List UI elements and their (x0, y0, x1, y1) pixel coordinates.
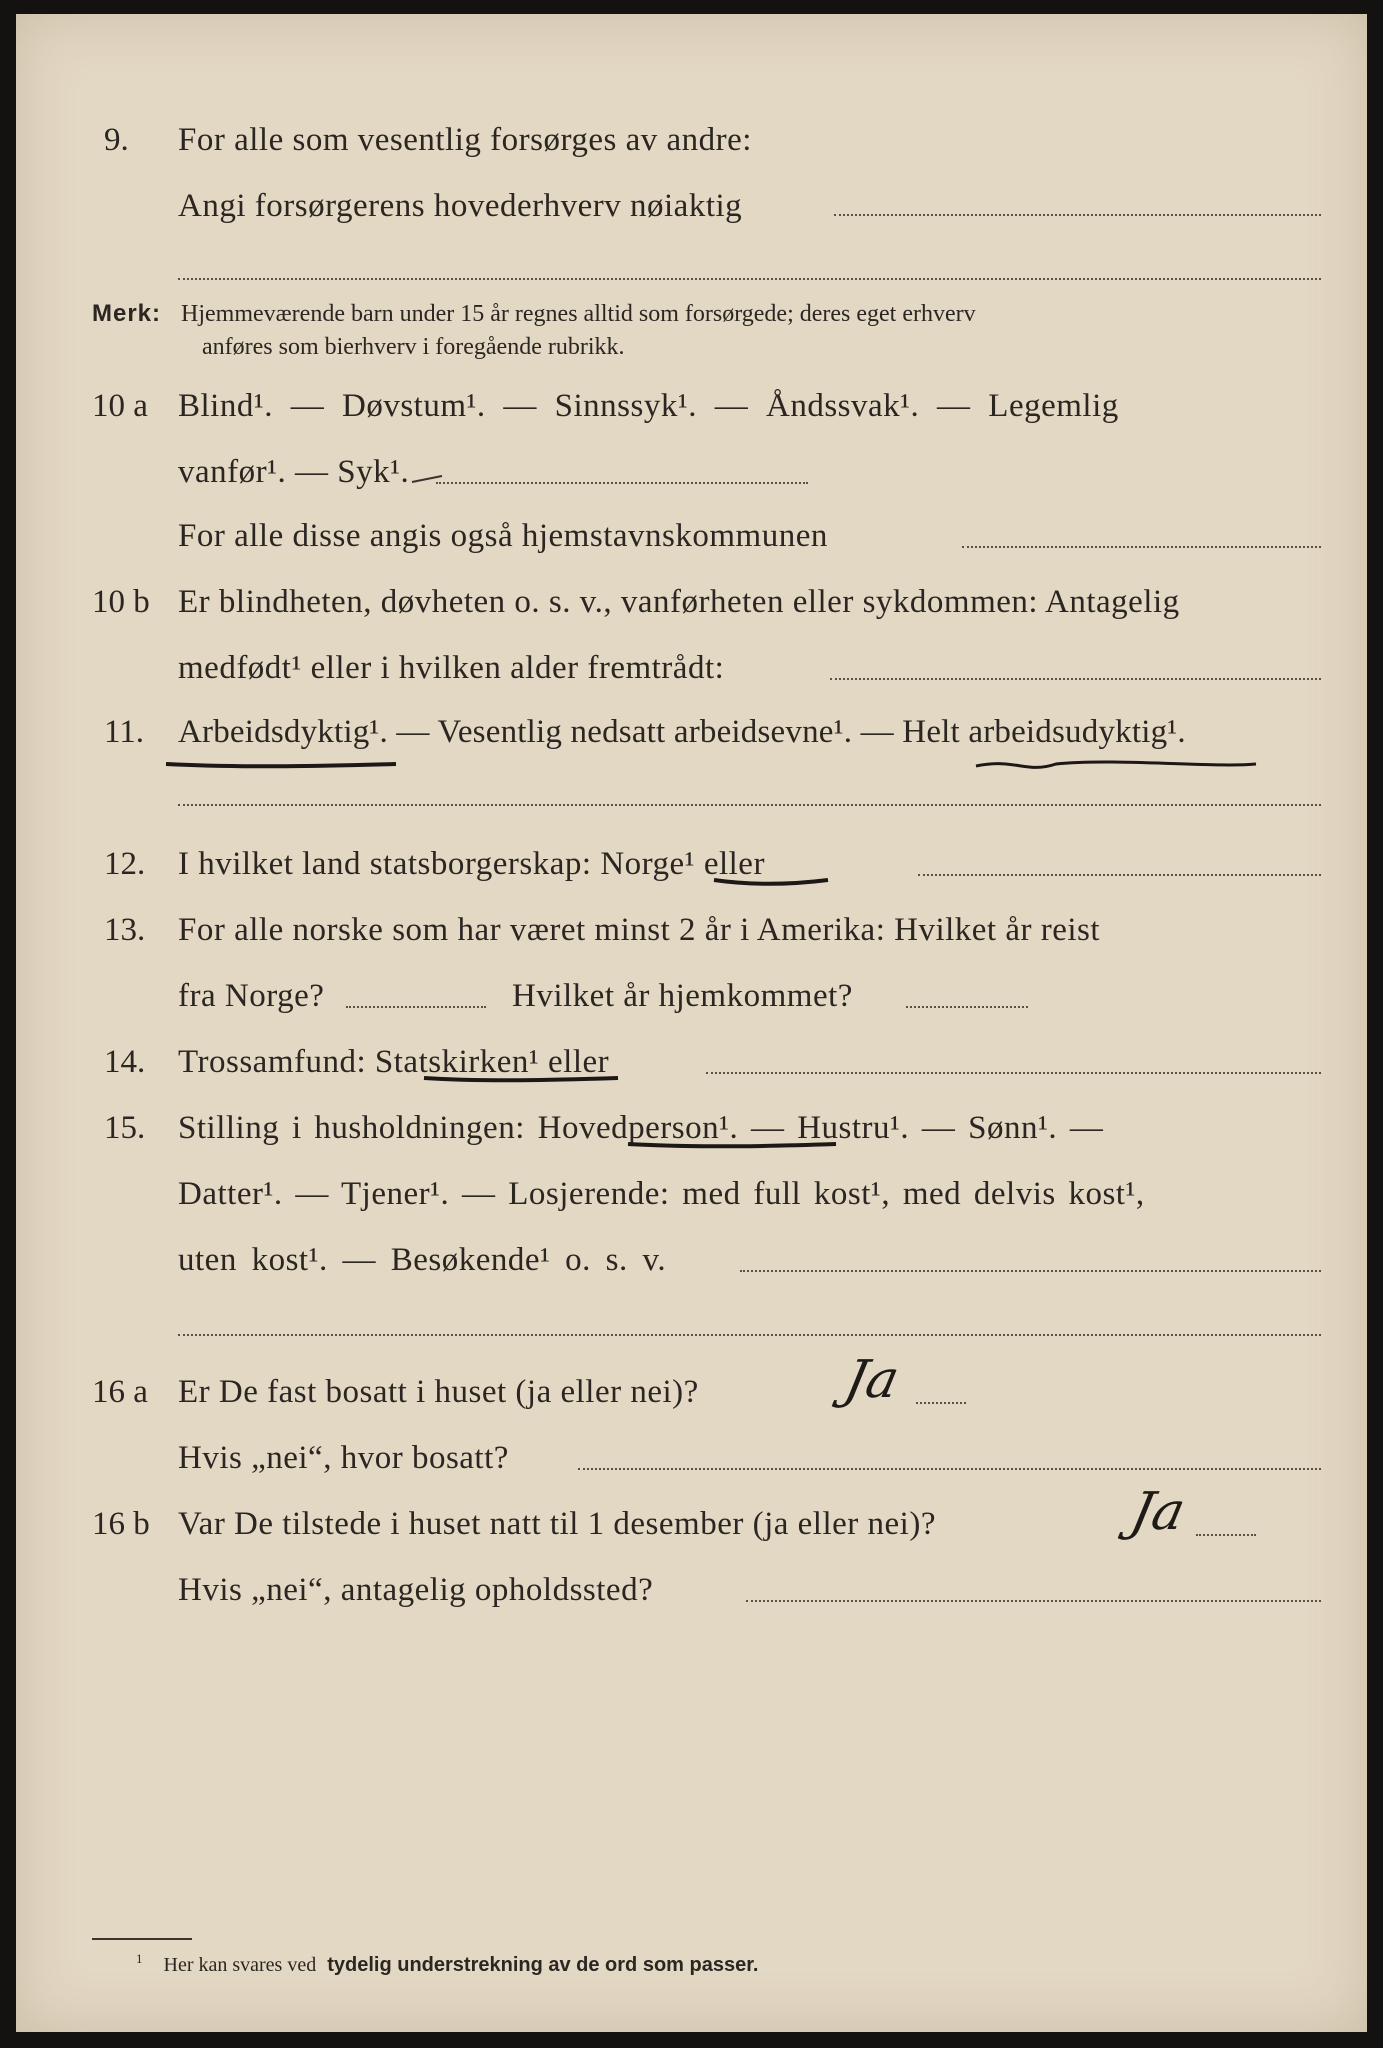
q16b-line2: Hvis „nei“, antagelig opholdssted? (178, 1572, 654, 1608)
q16b-number: 16 b (92, 1506, 150, 1542)
q15-line1: Stilling i husholdningen: Hovedperson¹. — Hustru¹. — Sønn¹. — (178, 1110, 1104, 1146)
q9-number: 9. (104, 122, 129, 158)
q12-number: 12. (104, 846, 146, 882)
q16a-line1: Er De fast bosatt i huset (ja eller nei)? (178, 1374, 699, 1410)
q16a-line2: Hvis „nei“, hvor bosatt? (178, 1440, 509, 1476)
q10a-line3: For alle disse angis også hjemstavnskommunen (178, 518, 828, 554)
q9-answer-line (834, 214, 1321, 216)
q10a-answer-line (436, 482, 808, 484)
q11-answer-line (178, 804, 1321, 806)
q15-answer-line (740, 1270, 1321, 1272)
q13-line2b: Hvilket år hjemkommet? (512, 978, 853, 1014)
underline-helt-arbeidsudyktig (976, 762, 1256, 767)
q13-line1: For alle norske som har været minst 2 år i Amerika: Hvilket år reist (178, 912, 1101, 948)
q15-line2: Datter¹. — Tjener¹. — Losjerende: med full kost¹, med delvis kost¹, (178, 1176, 1145, 1212)
q12-line1: I hvilket land statsborgerskap: Norge¹ eller (178, 846, 765, 882)
q9-answer-line-2 (178, 278, 1321, 280)
q16a-answer-line (916, 1402, 966, 1404)
q16b-line1: Var De tilstede i huset natt til 1 desember (ja eller nei)? (178, 1506, 936, 1542)
q13-reist-line (346, 1006, 486, 1008)
q10b-line1: Er blindheten, døvheten o. s. v., vanførheten eller sykdommen: Antagelig (178, 584, 1180, 620)
q10a-number: 10 a (92, 388, 148, 424)
census-form-page (16, 14, 1367, 2032)
q10a-hjemstavn-line (962, 546, 1321, 548)
q14-number: 14. (104, 1044, 146, 1080)
footnote (136, 1946, 758, 1978)
q12-answer-line (918, 874, 1321, 876)
footnote-plain: Her kan svares ved (163, 1953, 317, 1976)
footnote-mark: 1 (136, 1951, 143, 1966)
merk-note-line1 (92, 298, 976, 330)
q16a-number: 16 a (92, 1374, 148, 1410)
q14-answer-line (706, 1072, 1321, 1074)
q16b-answer-line (1196, 1534, 1256, 1536)
underline-arbeidsdyktig (166, 764, 396, 766)
q11-number: 11. (104, 714, 145, 750)
q15-line3: uten kost¹. — Besøkende¹ o. s. v. (178, 1242, 667, 1278)
q13-hjemkommet-line (906, 1006, 1028, 1008)
q10a-line1: Blind¹. — Døvstum¹. — Sinnssyk¹. — Åndssvak¹. — Legemlig (178, 388, 1119, 424)
q15-number: 15. (104, 1110, 146, 1146)
q10b-answer-line (830, 678, 1321, 680)
q13-number: 13. (104, 912, 146, 948)
q15-answer-line-2 (178, 1334, 1321, 1336)
merk-text-2: anføres som bierhverv i foregående rubrikk. (202, 334, 625, 360)
q16a-bosatt-line (578, 1468, 1321, 1470)
q10b-number: 10 b (92, 584, 150, 620)
merk-text-1: Hjemmeværende barn under 15 år regnes alltid som forsørgede; deres eget erhverv (181, 301, 976, 327)
q11-line1: Arbeidsdyktig¹. — Vesentlig nedsatt arbeidsevne¹. — Helt arbeidsudyktig¹. (178, 714, 1186, 750)
q16b-handwritten-answer: Ja (1125, 1482, 1191, 1542)
q16b-opholdssted-line (746, 1600, 1321, 1602)
footnote-bold: tydelig understrekning av de ord som passer. (327, 1953, 759, 1976)
footnote-separator (92, 1938, 192, 1940)
q16a-handwritten-answer: Ja (839, 1350, 905, 1410)
q10b-line2: medfødt¹ eller i hvilken alder fremtrådt: (178, 650, 725, 686)
q13-line2a: fra Norge? (178, 978, 325, 1014)
q9-line2: Angi forsørgerens hovederhverv nøiaktig (178, 188, 743, 224)
merk-label: Merk: (92, 300, 162, 327)
q10a-line2: vanfør¹. — Syk¹. (178, 454, 410, 490)
q9-line1: For alle som vesentlig forsørges av andre: (178, 122, 752, 158)
q14-line1: Trossamfund: Statskirken¹ eller (178, 1044, 610, 1080)
